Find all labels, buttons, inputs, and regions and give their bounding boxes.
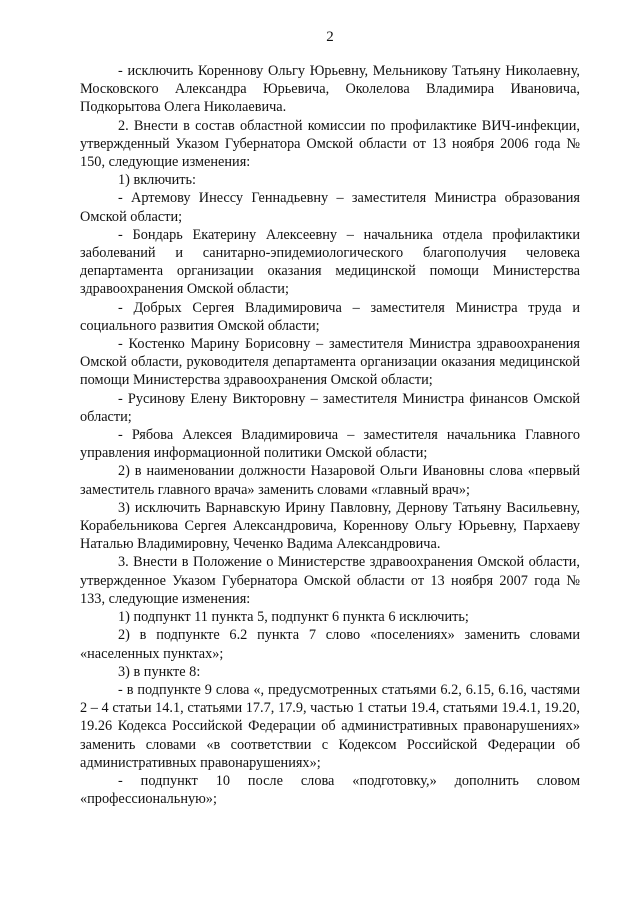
- paragraph-include-ryabov: - Рябова Алексея Владимировича – заместителя начальника Главного управления информационной политики Омской области;: [80, 427, 580, 462]
- paragraph-include-rusinova: - Русинову Елену Викторовну – заместителя Министра финансов Омской области;: [80, 390, 580, 425]
- page-number: 2: [326, 29, 334, 45]
- paragraph-subitem-2: 2) в подпункте 6.2 пункта 7 слово «поселениях» заменить словами «населенных пунктах»;: [80, 627, 580, 662]
- paragraph-item-3-regulation: 3. Внести в Положение о Министерстве здравоохранения Омской области, утвержденное Указом Губернатора Омской области от 13 ноября 2007 года № 133, следующие изменения:: [80, 554, 580, 607]
- paragraph-subitem-9-wording: - в подпункте 9 слова «, предусмотренных статьями 6.2, 6.15, 6.16, частями 2 – 4 статьи 14.1, статьями 17.7, 17.9, частью 1 статьи 19.4, статьями 19.4.1, 19.20, 19.26 Кодекса Российской Федерации об административных правонарушениях» заменить словами «в соответствии с Кодексом Российской Федерации об административных правонарушениях»;: [80, 681, 580, 771]
- paragraph-exclude-members: - исключить Кореннову Ольгу Юрьевну, Мельникову Татьяну Николаевну, Московского Александра Юрьевича, Околелова Владимира Ивановича, Подкорытова Олега Николаевича.: [80, 63, 580, 116]
- paragraph-subitem-include: 1) включить:: [118, 172, 197, 189]
- paragraph-subitem-rename-position: 2) в наименовании должности Назаровой Ольги Ивановны слова «первый заместитель главного врача» заменить словами «главный врач»;: [80, 463, 580, 498]
- paragraph-include-kostenko: - Костенко Марину Борисовну – заместителя Министра здравоохранения Омской области, руководителя департамента организации оказания медицинской помощи Министерства здравоохранения Омской области;: [80, 336, 580, 389]
- paragraph-include-dobrykh: - Добрых Сергея Владимировича – заместителя Министра труда и социального развития Омской области;: [80, 299, 580, 334]
- paragraph-item-2-hiv-commission: 2. Внести в состав областной комиссии по профилактике ВИЧ-инфекции, утвержденный Указом Губернатора Омской области от 13 ноября 2006 года № 150, следующие изменения:: [80, 117, 580, 171]
- paragraph-subitem-3: 3) в пункте 8:: [118, 663, 201, 680]
- paragraph-include-artemova: - Артемову Инессу Геннадьевну – заместителя Министра образования Омской области;: [80, 190, 580, 225]
- paragraph-subitem-10-wording: - подпункт 10 после слова «подготовку,» дополнить словом «профессиональную»;: [80, 772, 580, 808]
- document-page: [80, 28, 580, 808]
- paragraph-subitem-exclude: 3) исключить Варнавскую Ирину Павловну, Дернову Татьяну Васильевну, Корабельникова Сергея Александровича, Кореннову Ольгу Юрьевну, Пархаеву Наталью Владимировну, Чеченко Вадима Александровича.: [80, 499, 580, 553]
- paragraph-include-bondar: - Бондарь Екатерину Алексеевну – начальника отдела профилактики заболеваний и санитарно-эпидемиологического благополучия человека департамента организации оказания медицинской помощи Министерства здравоохранения Омской области;: [80, 226, 580, 298]
- paragraph-subitem-1: 1) подпункт 11 пункта 5, подпункт 6 пункта 6 исключить;: [118, 609, 469, 626]
